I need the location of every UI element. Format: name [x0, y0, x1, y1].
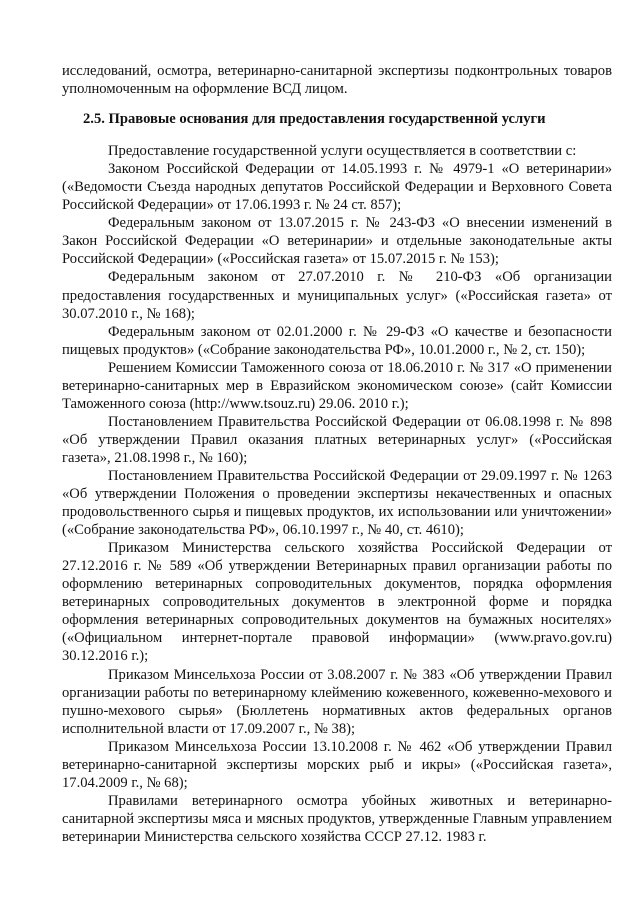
legal-reference-item: Постановлением Правительства Российской Федерации от 29.09.1997 г. № 1263 «Об утверждении Положения о проведении экспертизы некачественных и опасных продовольственного сырья и пищевых продуктов, их использовании или уничтожении» («Собрание законодательства РФ», 06.10.1997 г., № 40, ст. 4610); — [62, 467, 612, 539]
section-heading: 2.5. Правовые основания для предоставления государственной услуги — [83, 111, 546, 128]
legal-reference-item: Федеральным законом от 13.07.2015 г. № 243-ФЗ «О внесении изменений в Закон Российской Федерации «О ветеринарии» и отдельные законодательные акты Российской Федерации» («Российская газета» от 15.07.2015 г. № 153); — [62, 215, 612, 268]
legal-reference-item: Законом Российской Федерации от 14.05.1993 г. № 4979-1 «О ветеринарии» («Ведомости Съезда народных депутатов Российской Федерации и Верховного Совета Российской Федерации» от 17.06.1993 г. № 24 ст. 857); — [62, 161, 612, 214]
document-page — [62, 62, 612, 846]
legal-reference-item: Постановлением Правительства Российской Федерации от 06.08.1998 г. № 898 «Об утверждении Правил оказания платных ветеринарных услуг» («Российская газета», 21.08.1998 г., № 160); — [62, 413, 612, 466]
lead-paragraph: Предоставление государственной услуги осуществляется в соответствии с: — [108, 143, 577, 160]
legal-reference-item: Приказом Министерства сельского хозяйства Российской Федерации от 27.12.2016 г. № 589 «Об утверждении Ветеринарных правил организации работы по оформлению ветеринарных сопроводительных документов, порядка оформления ветеринарных сопроводительных документов в электронной форме и порядка оформления ветеринарных сопроводительных документов на бумажных носителях» («Официальном интернет-портале правовой информации» (www.pravo.gov.ru) 30.12.2016 г.); — [62, 540, 612, 665]
legal-reference-item: Правилами ветеринарного осмотра убойных животных и ветеринарно-санитарной экспертизы мяса и мясных продуктов, утвержденные Главным управлением ветеринарии Министерства сельского хозяйства СССР 27.12. 1983 г. — [62, 792, 612, 845]
legal-reference-item: Приказом Минсельхоза России 13.10.2008 г. № 462 «Об утверждении Правил ветеринарно-санитарной экспертизы морских рыб и икры» («Российская газета», 17.04.2009 г., № 68); — [62, 738, 612, 791]
legal-reference-item: Решением Комиссии Таможенного союза от 18.06.2010 г. № 317 «О применении ветеринарно-санитарных мер в Евразийском экономическом союзе» (сайт Комиссии Таможенного союза (http://www.tsouz.ru) 29.06. 2010 г.); — [62, 359, 612, 412]
intro-paragraph: исследований, осмотра, ветеринарно-санитарной экспертизы подконтрольных товаров уполномоченным на оформление ВСД лицом. — [62, 63, 612, 98]
legal-reference-item: Приказом Минсельхоза России от 3.08.2007 г. № 383 «Об утверждении Правил организации работы по ветеринарному клеймению кожевенного, кожевенно-мехового и пушно-мехового сырья» (Бюллетень нормативных актов федеральных органов исполнительной власти от 17.09.2007 г., № 38); — [62, 666, 612, 737]
legal-reference-item: Федеральным законом от 02.01.2000 г. № 29-ФЗ «О качестве и безопасности пищевых продуктов» («Собрание законодательства РФ», 10.01.2000 г., № 2, ст. 150); — [62, 323, 612, 358]
legal-reference-item: Федеральным законом от 27.07.2010 г. № 210-ФЗ «Об организации предоставления государственных и муниципальных услуг» («Российская газета» от 30.07.2010 г., № 168); — [62, 269, 612, 322]
